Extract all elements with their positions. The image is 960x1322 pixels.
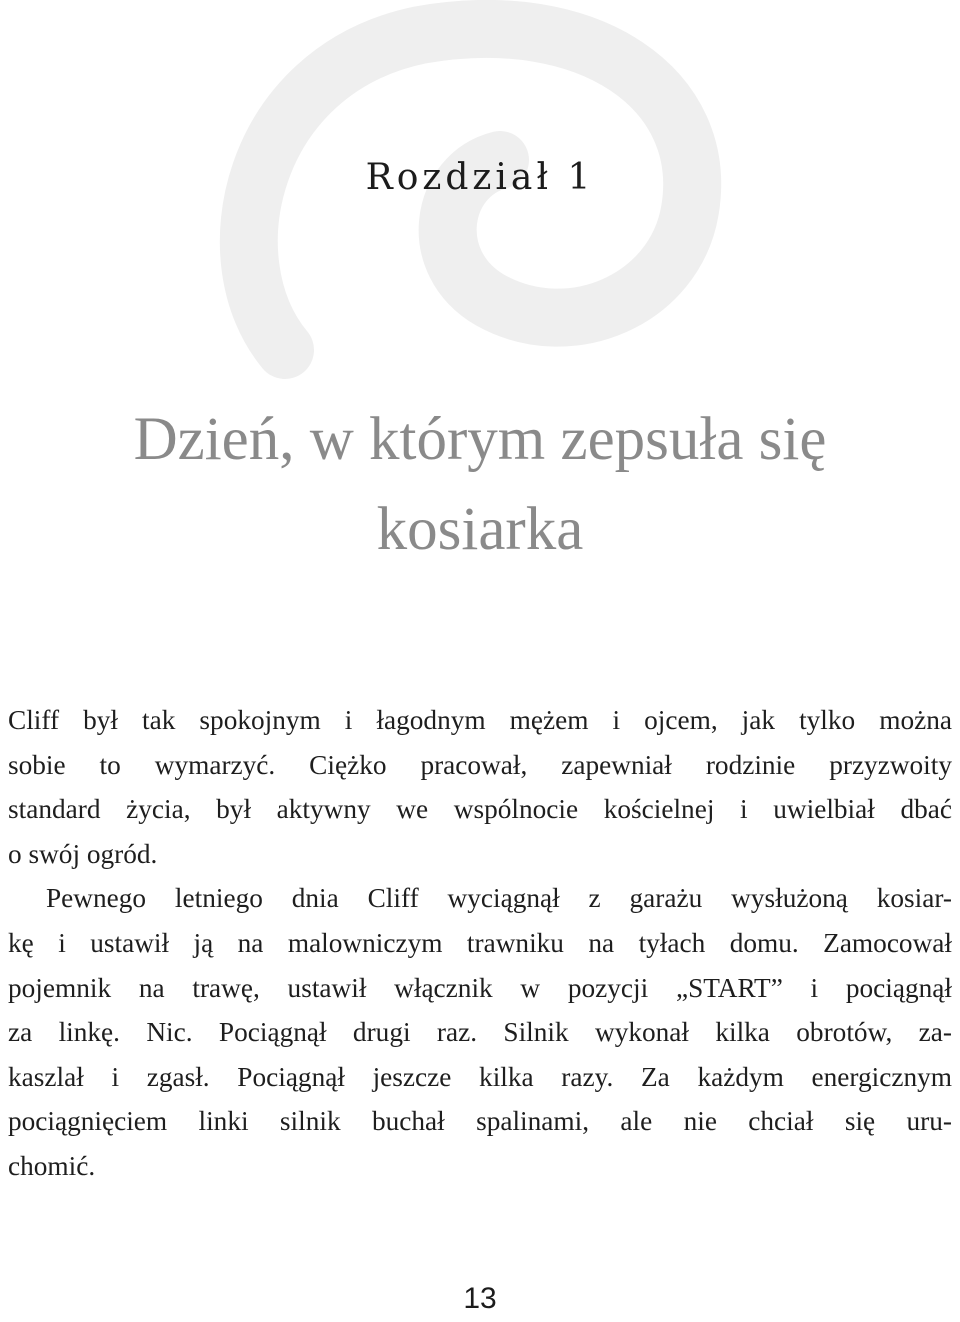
- text-line: pociągnięciem linki silnik buchał spalinami, ale nie chciał się uru-: [8, 1106, 952, 1137]
- chapter-title-line: Dzień, w którym zepsuła się: [133, 406, 827, 473]
- text-line: Pewnego letniego dnia Cliff wyciągnął z garażu wysłużoną kosiar-: [46, 883, 952, 914]
- chapter-title: [40, 395, 920, 575]
- text-line: pojemnik na trawę, ustawił włącznik w pozycji „START” i pociągnął: [8, 972, 952, 1003]
- chapter-label: Rozdział 1: [365, 157, 595, 198]
- page-number: 13: [463, 1282, 497, 1315]
- text-line: kaszlał i zgasł. Pociągnął jeszcze kilka razy. Za każdym energicznym: [8, 1061, 952, 1092]
- text-line: sobie to wymarzyć. Ciężko pracował, zapewniał rodzinie przyzwoity: [8, 749, 952, 780]
- text-line: standard życia, był aktywny we wspólnocie kościelnej i uwielbiał dbać: [8, 794, 952, 825]
- text-line: o swój ogród.: [8, 838, 158, 869]
- text-line: Cliff był tak spokojnym i łagodnym mężem i ojcem, jak tylko można: [8, 705, 952, 735]
- decorative-swirl-watermark: [190, 0, 750, 400]
- chapter-title-line: kosiarka: [376, 496, 584, 563]
- chapter-body-text: [8, 698, 952, 1189]
- text-line: za linkę. Nic. Pociągnął drugi raz. Silnik wykonał kilka obrotów, za-: [8, 1017, 952, 1048]
- text-line: chomić.: [8, 1150, 96, 1181]
- text-line: kę i ustawił ją na malowniczym trawniku na tyłach domu. Zamocował: [8, 927, 952, 958]
